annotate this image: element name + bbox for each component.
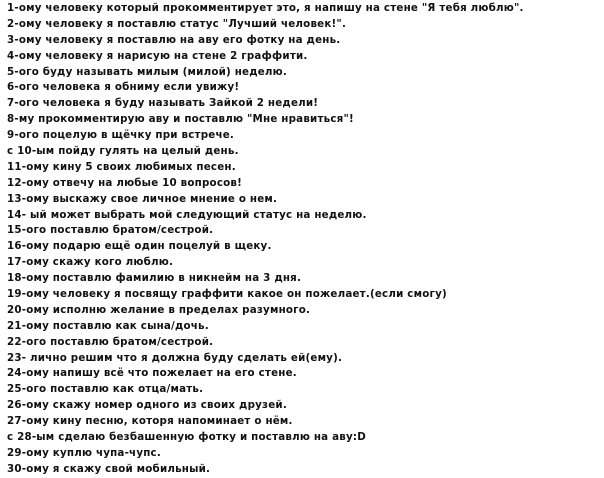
text-line: 17-ому скажу кого люблю.: [7, 256, 174, 269]
text-line: 30-ому я скажу свой мобильный.: [7, 462, 211, 475]
text-line: 19-ому человеку я посвящу граффити какое он пожелает.(если смогу): [7, 288, 447, 301]
text-line: 25-ого поставлю как отца/мать.: [7, 383, 204, 396]
text-line: 7-ого человека я буду называть Зайкой 2 недели!: [7, 97, 319, 110]
text-line: 9-ого поцелую в щёчку при встрече.: [7, 129, 235, 142]
text-line: с 28-ым сделаю безбашенную фотку и поставлю на аву:D: [7, 431, 366, 444]
text-line: 1-ому человеку который прокомментирует это, я напишу на стене "Я тебя люблю".: [7, 2, 524, 14]
text-line: 16-ому подарю ещё один поцелуй в щеку.: [7, 240, 272, 253]
text-line: 3-ому человеку я поставлю на аву его фотку на день.: [7, 33, 341, 46]
text-line: 29-ому куплю чупа-чупс.: [7, 446, 161, 459]
text-line: 24-ому напишу всё что пожелает на его стене.: [7, 367, 297, 380]
text-line: 27-ому кину песню, которя напоминает о нём.: [7, 415, 293, 428]
text-line: 12-ому отвечу на любые 10 вопросов!: [7, 176, 243, 189]
text-line: 8-му прокомментирую аву и поставлю "Мне нравиться"!: [7, 113, 354, 126]
text-line: 21-ому поставлю как сына/дочь.: [7, 319, 209, 332]
text-line: 26-ому скажу номер одного из своих друзей.: [7, 399, 287, 412]
text-line: 2-ому человеку я поставлю статус "Лучший человек!".: [7, 17, 347, 30]
text-line: 20-ому исполню желание в пределах разумного.: [7, 303, 311, 316]
text-line: 22-ого поставлю братом/сестрой.: [7, 335, 214, 348]
text-line: 23- лично решим что я должна буду сделать ей(ему).: [7, 351, 343, 364]
text-line: 5-ого буду называть милым (милой) неделю.: [7, 65, 287, 78]
text-line: 4-ому человеку я нарисую на стене 2 граффити.: [7, 49, 308, 62]
text-line: 13-ому выскажу свое личное мнение о нем.: [7, 192, 278, 205]
text-line: 18-ому поставлю фамилию в никнейм на 3 дня.: [7, 272, 302, 285]
text-document: [7, 1, 599, 478]
text-line: 11-ому кину 5 своих любимых песен.: [7, 160, 236, 173]
text-line: 14- ый может выбрать мой следующий статус на неделю.: [7, 208, 367, 221]
text-line: 6-ого человека я обниму если увижу!: [7, 81, 240, 94]
text-line: 15-ого поставлю братом/сестрой.: [7, 224, 214, 237]
text-line: с 10-ым пойду гулять на целый день.: [7, 145, 239, 158]
